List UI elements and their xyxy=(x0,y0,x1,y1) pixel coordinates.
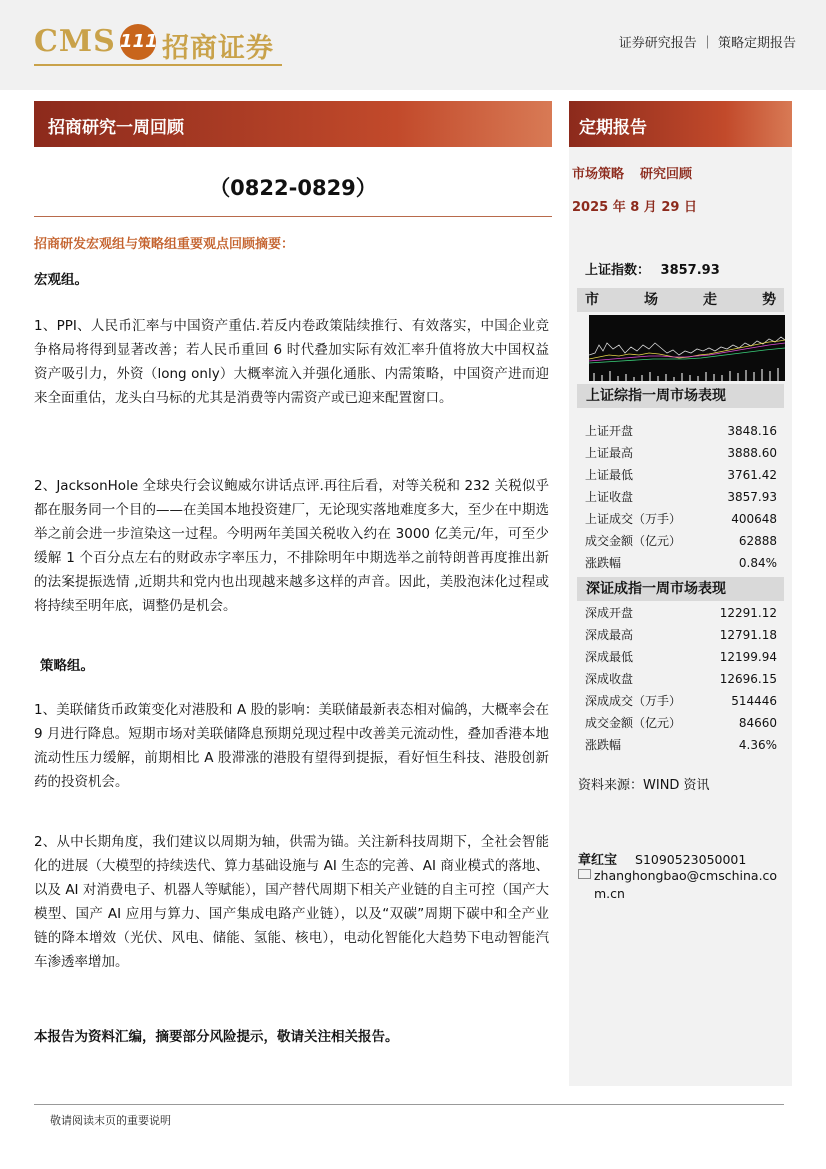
sz-row-value: 514446 xyxy=(731,694,777,708)
footer-divider xyxy=(34,1104,784,1105)
divider xyxy=(34,216,552,217)
sh-row xyxy=(585,442,777,464)
macro-heading: 宏观组。 xyxy=(34,272,88,288)
trend-char-2: 场 xyxy=(644,292,658,308)
sh-row xyxy=(585,464,777,486)
sz-row-value: 4.36% xyxy=(738,738,777,752)
sh-row-value: 62888 xyxy=(738,534,777,548)
tag-research-review: 研究回顾 xyxy=(640,167,693,182)
tag-market-strategy: 市场策略 xyxy=(572,167,625,182)
sz-row xyxy=(585,602,777,624)
sz-row-value: 12291.12 xyxy=(719,606,777,620)
sh-row xyxy=(585,420,777,442)
logo-text-cn: 招商证券 xyxy=(162,33,274,64)
trend-char-4: 势 xyxy=(762,292,776,308)
logo-underline xyxy=(34,64,282,66)
macro-paragraph-2: 2、JacksonHole 全球央行会议鲍威尔讲话点评.再往后看，对等关税和 232 关税似乎都在服务同一个目的——在美国本地投资建厂，无论现实落地难度多大，至少在中期选举之前会进一步渲染这一过程。今明两年美国关税收入约在 3000 亿美元/年，可至少缓解 1 个百分点左右的财政赤字率压力，不排除明年中期选举之前特朗普再度推出新的法案提振选情 ,近期共和党内也出现越来越多这样的声音。因此，美股泡沫化过程或将持续至明年底，调整仍是机会。 xyxy=(34,478,549,614)
strategy-heading: 策略组。 xyxy=(40,658,94,674)
sh-row-label: 上证成交（万手） xyxy=(585,512,682,526)
data-source: 资料来源：WIND 资讯 xyxy=(578,778,710,793)
sz-row xyxy=(585,668,777,690)
sz-row-label: 涨跌幅 xyxy=(585,738,622,752)
report-tags xyxy=(572,163,692,182)
sz-row-label: 深成收盘 xyxy=(585,672,634,686)
analyst-name: 章红宝 xyxy=(578,853,618,868)
macro-paragraph-1: 1、PPI、人民币汇率与中国资产重估.若反内卷政策陆续推行、有效落实，中国企业竞争格局将得到显著改善；若人民币重回 6 时代叠加实际有效汇率升值将放大中国权益资产吸引力，外资（long only）大概率流入并强化通胀、内需策略，中国资产进而迎来全面重估，龙头白马标的尤其是消费等内需资产或已迎来配置窗口。 xyxy=(34,318,549,406)
market-trend-header xyxy=(577,288,784,312)
sh-row-label: 上证开盘 xyxy=(585,424,634,438)
analyst-info xyxy=(578,849,746,868)
sh-row-value: 3761.42 xyxy=(727,468,777,482)
sz-row xyxy=(585,690,777,712)
mail-icon xyxy=(578,869,591,879)
sz-row-label: 深成最高 xyxy=(585,628,634,642)
sz-row xyxy=(585,712,777,734)
index-value: 3857.93 xyxy=(660,263,720,278)
sh-row xyxy=(585,552,777,574)
sz-row-value: 84660 xyxy=(738,716,777,730)
sh-row-label: 涨跌幅 xyxy=(585,556,622,570)
sz-row-value: 12199.94 xyxy=(719,650,777,664)
sh-row-value: 0.84% xyxy=(738,556,777,570)
sh-row xyxy=(585,508,777,530)
sh-row-label: 上证最低 xyxy=(585,468,634,482)
sz-row xyxy=(585,646,777,668)
sh-row-value: 3857.93 xyxy=(727,490,777,504)
index-label: 上证指数： xyxy=(585,263,651,278)
index-summary xyxy=(585,259,720,278)
report-category: 证券研究报告 ｜ 策略定期报告 xyxy=(618,36,796,51)
sh-row xyxy=(585,530,777,552)
sh-row-label: 上证收盘 xyxy=(585,490,634,504)
report-date: 2025 年 8 月 29 日 xyxy=(572,200,697,215)
sh-row-label: 上证最高 xyxy=(585,446,634,460)
report-type-label: 定期报告 xyxy=(579,118,647,138)
sz-performance-header: 深证成指一周市场表现 xyxy=(577,577,784,601)
date-range: （0822-0829） xyxy=(209,176,377,200)
sz-row xyxy=(585,624,777,646)
trend-char-1: 市 xyxy=(585,292,599,308)
logo-text-en: CMS xyxy=(34,24,116,59)
closing-note: 本报告为资料汇编，摘要部分风险提示，敬请关注相关报告。 xyxy=(34,1029,399,1045)
sz-row-label: 深成成交（万手） xyxy=(585,694,682,708)
sh-row-label: 成交金额（亿元） xyxy=(585,534,682,548)
sh-performance-header: 上证综指一周市场表现 xyxy=(577,384,784,408)
strategy-paragraph-1: 1、美联储货币政策变化对港股和 A 股的影响：美联储最新表态相对偏鸽，大概率会在 9 月进行降息。短期市场对美联储降息预期兑现过程中改善美元流动性，叠加香港本地流动性压力缓解，前期相比 A 股滞涨的港股有望得到提振，看好恒生科技、港股创新药的投资机会。 xyxy=(34,702,549,790)
sh-row-value: 3848.16 xyxy=(727,424,777,438)
sz-row-label: 深成开盘 xyxy=(585,606,634,620)
logo-badge-icon: 111 xyxy=(120,24,156,60)
sh-row-value: 400648 xyxy=(731,512,777,526)
market-trend-chart-image xyxy=(589,315,785,381)
analyst-email[interactable]: zhanghongbao@cmschina.com.cn xyxy=(594,868,778,901)
sz-row-label: 成交金额（亿元） xyxy=(585,716,682,730)
summary-title: 招商研发宏观组与策略组重要观点回顾摘要： xyxy=(34,237,295,252)
analyst-cert: S1090523050001 xyxy=(635,852,747,867)
sz-row-value: 12696.15 xyxy=(719,672,777,686)
title-banner xyxy=(34,101,552,147)
sz-row-value: 12791.18 xyxy=(719,628,777,642)
report-title: 招商研究一周回顾 xyxy=(48,118,184,138)
trend-char-3: 走 xyxy=(703,292,717,308)
sh-row-value: 3888.60 xyxy=(727,446,777,460)
strategy-paragraph-2: 2、从中长期角度，我们建议以周期为轴，供需为锚。关注新科技周期下，全社会智能化的进展（大模型的持续迭代、算力基础设施与 AI 生态的完善、AI 商业模式的落地、以及 AI 对消费电子、机器人等赋能），国产替代周期下相关产业链的自主可控（国产大模型、国产 AI 应用与算力、国产集成电路产业链），以及“双碳”周期下碳中和全产业链的降本增效（光伏、风电、储能、氢能、核电），电动化智能化大趋势下电动智能汽车渗透率增加。 xyxy=(34,834,549,970)
footer-note: 敬请阅读末页的重要说明 xyxy=(50,1114,171,1127)
sh-row xyxy=(585,486,777,508)
report-type-banner xyxy=(569,101,792,147)
sz-row xyxy=(585,734,777,756)
sz-row-label: 深成最低 xyxy=(585,650,634,664)
